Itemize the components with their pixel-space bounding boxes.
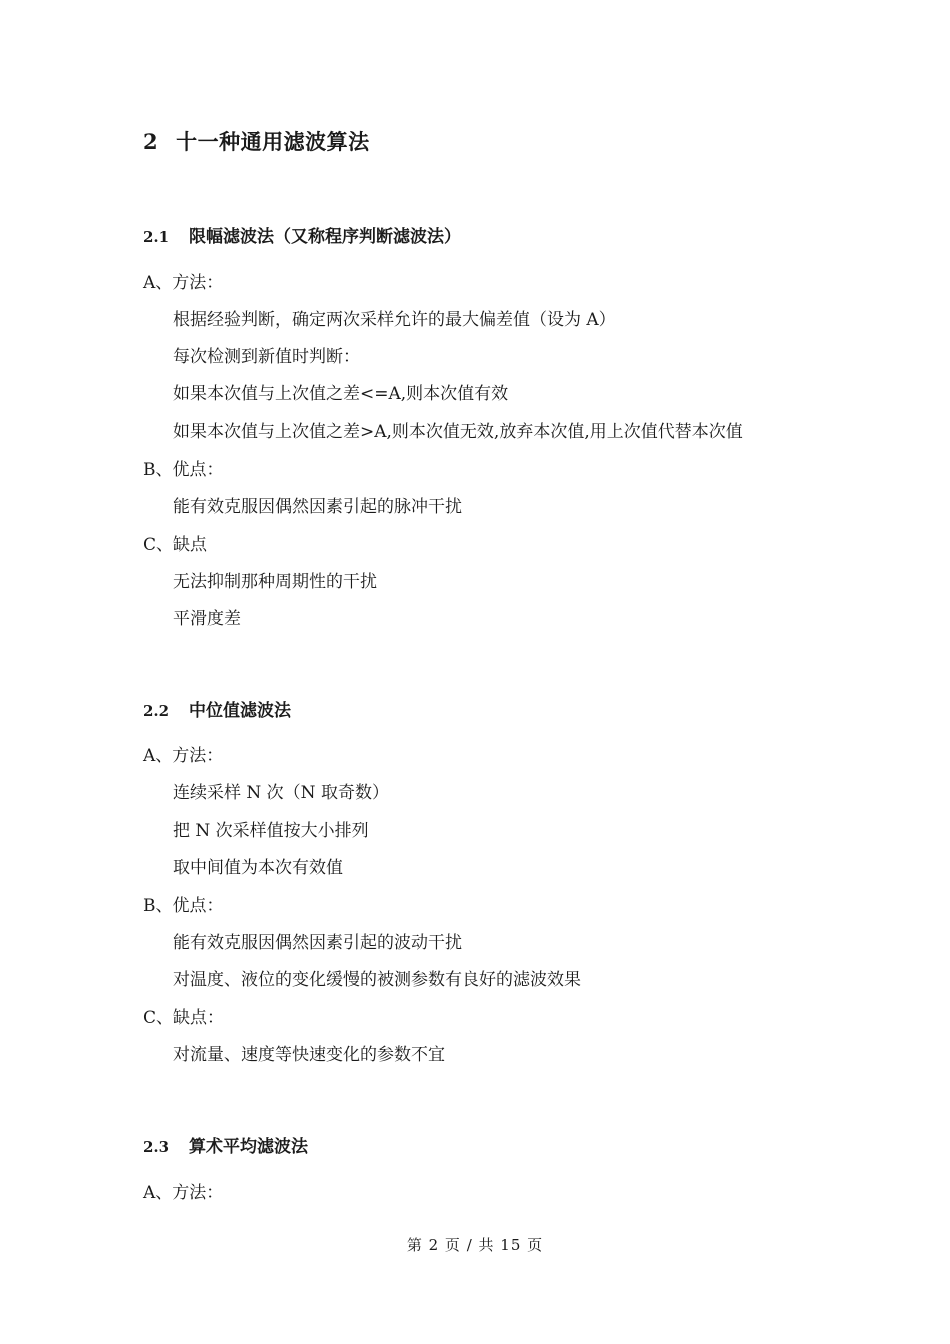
section-heading-2-2	[143, 696, 291, 721]
cons-line: 对流量、速度等快速变化的参数不宜	[173, 1045, 445, 1065]
page-footer	[0, 1234, 950, 1255]
pros-line: 能有效克服因偶然因素引起的波动干扰	[173, 933, 462, 953]
method-line: 如果本次值与上次值之差<=A,则本次值有效	[173, 384, 509, 404]
cons-line: 无法抑制那种周期性的干扰	[173, 572, 377, 592]
chapter-heading	[143, 126, 370, 156]
method-line: 取中间值为本次有效值	[173, 858, 343, 878]
pros-line: 能有效克服因偶然因素引起的脉冲干扰	[173, 497, 462, 517]
page-indicator: 第 2 页 / 共 15 页	[406, 1236, 544, 1254]
chapter-number: 2	[143, 129, 159, 154]
method-line: 如果本次值与上次值之差>A,则本次值无效,放弃本次值,用上次值代替本次值	[173, 422, 743, 442]
method-line: 每次检测到新值时判断：	[173, 347, 360, 367]
method-line: 连续采样 N 次（N 取奇数）	[173, 783, 389, 803]
method-line: 根据经验判断，确定两次采样允许的最大偏差值（设为 A）	[173, 310, 616, 330]
section-heading-2-1	[143, 222, 461, 247]
section-number: 2.1	[143, 228, 170, 246]
section-title-text: 限幅滤波法（又称程序判断滤波法）	[189, 227, 461, 247]
method-label: A、方法：	[143, 746, 224, 766]
section-number: 2.3	[143, 1138, 170, 1156]
chapter-title-text: 十一种通用滤波算法	[176, 129, 370, 154]
section-heading-2-3	[143, 1132, 308, 1157]
method-label: A、方法：	[143, 1183, 224, 1203]
pros-line: 对温度、液位的变化缓慢的被测参数有良好的滤波效果	[173, 970, 581, 990]
section-number: 2.2	[143, 702, 170, 720]
method-label: A、方法：	[143, 273, 224, 293]
cons-line: 平滑度差	[173, 609, 241, 629]
cons-label: C、缺点	[143, 535, 208, 555]
cons-label: C、缺点：	[143, 1008, 225, 1028]
pros-label: B、优点：	[143, 460, 224, 480]
method-line: 把 N 次采样值按大小排列	[173, 821, 369, 841]
section-title-text: 算术平均滤波法	[189, 1137, 308, 1157]
section-title-text: 中位值滤波法	[189, 701, 291, 721]
pros-label: B、优点：	[143, 896, 224, 916]
